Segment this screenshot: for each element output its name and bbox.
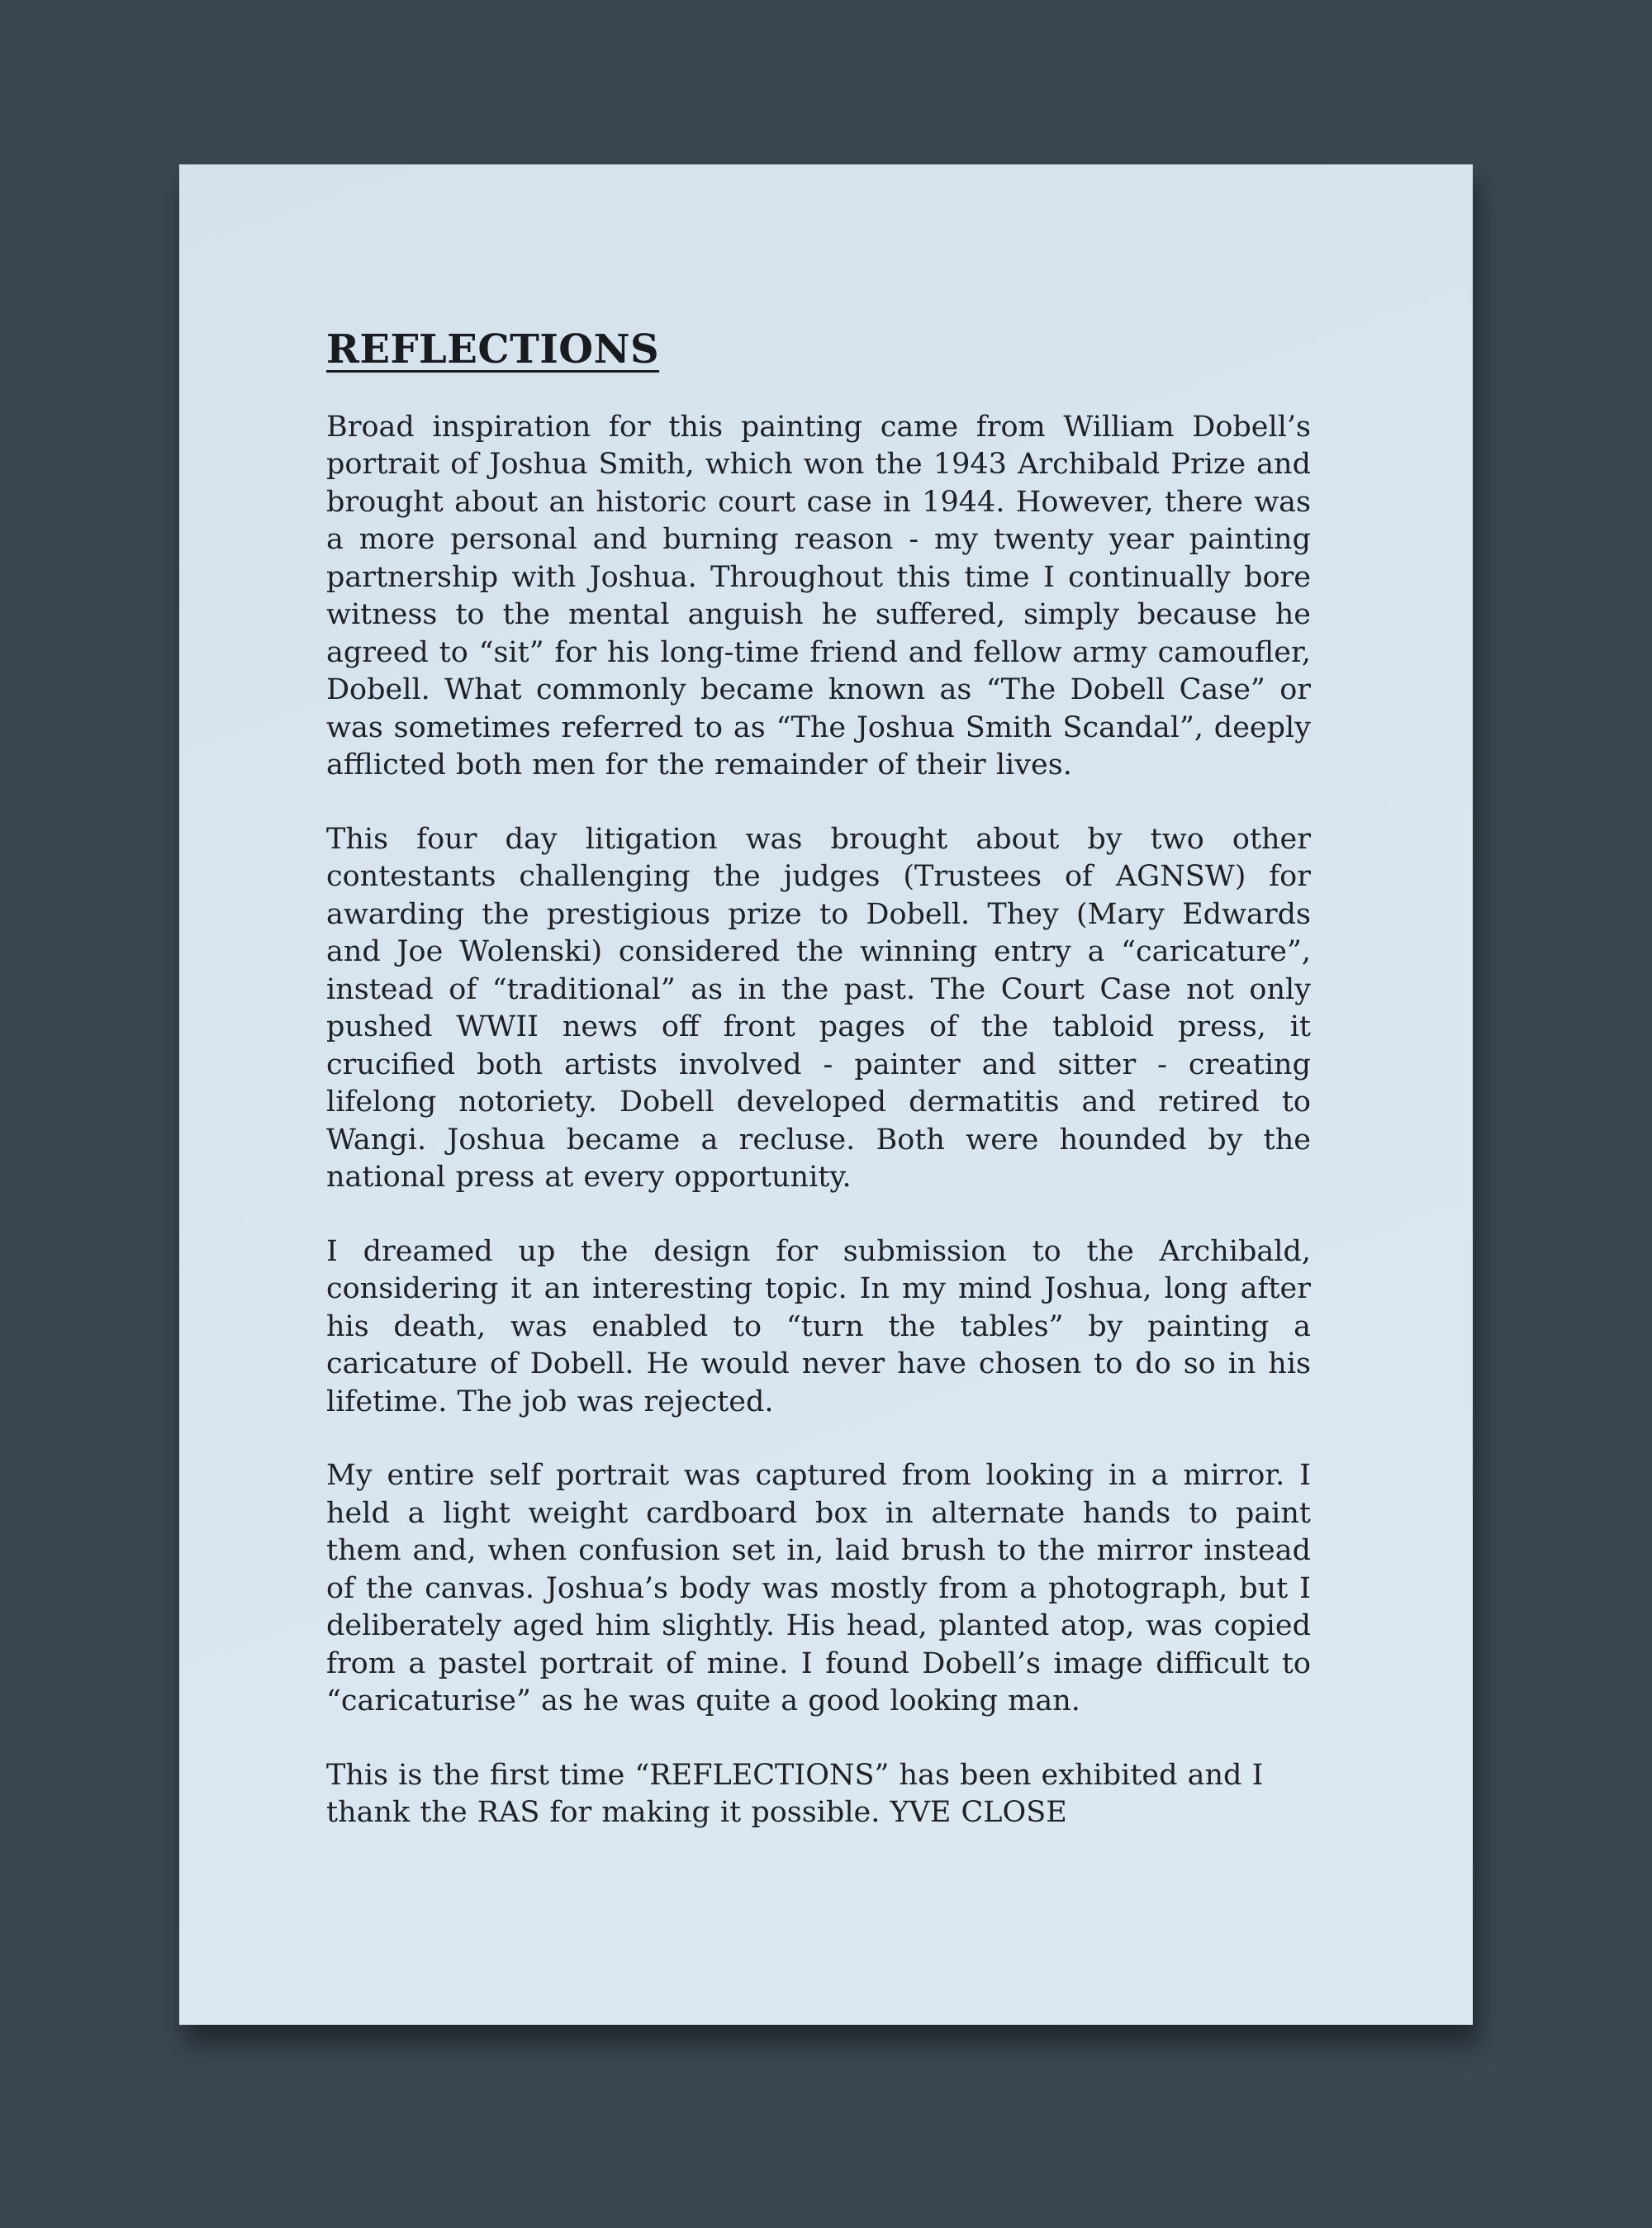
paragraph-3: I dreamed up the design for submission to the Archibald, considering it an interesting topic. In my mind Joshua, long after his death, was enabled to “turn the tables” by painting a caricature of Dobell. He would never have chosen to do so in his lifetime. The job was rejected. [326, 1234, 1311, 1418]
document-body [326, 326, 1311, 1832]
paragraph-5-signature: This is the first time “REFLECTIONS” has been exhibited and I thank the RAS for making it possible. YVE CLOSE [326, 1758, 1264, 1830]
document-title: REFLECTIONS [326, 326, 660, 373]
paragraph-4: My entire self portrait was captured from looking in a mirror. I held a light weight cardboard box in alternate hands to paint them and, when confusion set in, laid brush to the mirror instead of the canvas. Joshua’s body was mostly from a photograph, but I deliberately aged him slightly. His head, planted atop, was copied from a pastel portrait of mine. I found Dobell’s image difficult to “caricaturise” as he was quite a good looking man. [326, 1459, 1311, 1718]
paragraph-2: This four day litigation was brought about by two other contestants challenging the judges (Trustees of AGNSW) for awarding the prestigious prize to Dobell. They (Mary Edwards and Joe Wolenski) considered the winning entry a “caricature”, instead of “traditional” as in the past. The Court Case not only pushed WWII news off front pages of the tabloid press, it crucified both artists involved - painter and sitter - creating lifelong notoriety. Dobell developed dermatitis and retired to Wangi. Joshua became a recluse. Both were hounded by the national press at every opportunity. [326, 822, 1311, 1195]
printed-sheet [179, 164, 1473, 2025]
paragraph-1: Broad inspiration for this painting came from William Dobell’s portrait of Joshua Smith, which won the 1943 Archibald Prize and brought about an historic court case in 1944. However, there was a more personal and burning reason - my twenty year painting partnership with Joshua. Throughout this time I continually bore witness to the mental anguish he suffered, simply because he agreed to “sit” for his long-time friend and fellow army camoufler, Dobell. What commonly became known as “The Dobell Case” or was sometimes referred to as “The Joshua Smith Scandal”, deeply afflicted both men for the remainder of their lives. [326, 410, 1311, 782]
